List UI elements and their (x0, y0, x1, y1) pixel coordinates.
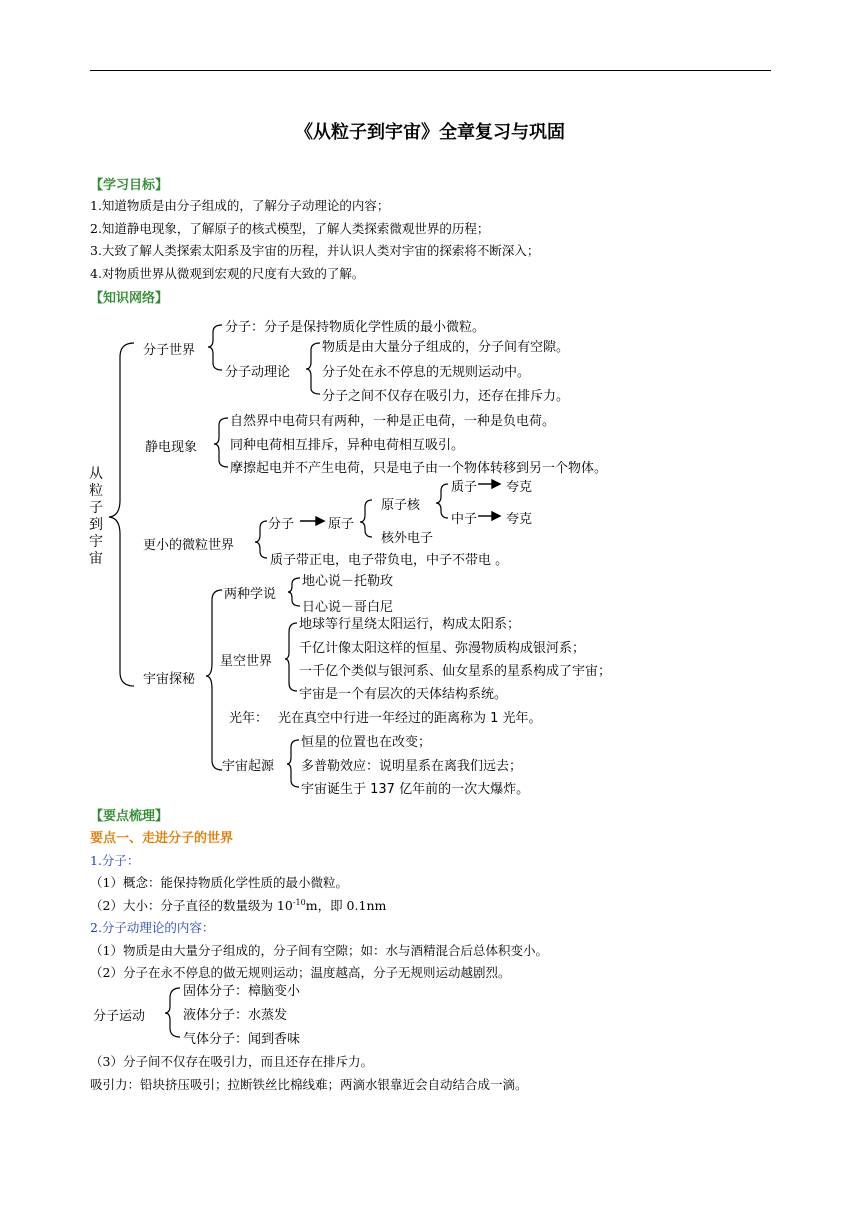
objective-item: 4.对物质世界从微观到宏观的尺度有大致的了解。 (90, 266, 365, 281)
node-universe: 宇宙探秘 (143, 672, 196, 687)
sky-item: 一千亿个类似与银河系、仙女星系的星系构成了宇宙； (299, 664, 612, 679)
origin-item: 恒星的位置也在改变； (301, 735, 432, 750)
node-two-theories: 两种学说 (224, 587, 277, 602)
objective-item: 2.知道静电现象，了解原子的核式模型，了解人类探索微观世界的历程； (90, 221, 490, 236)
static-item: 自然界中电荷只有两种，一种是正电荷，一种是负电荷。 (230, 414, 556, 429)
node-quark: 夸克 (506, 512, 533, 527)
sky-item: 地球等行星绕太阳运行，构成太阳系； (299, 617, 521, 632)
point1-heading: 要点一、走进分子的世界 (90, 831, 234, 846)
light-year-def: 光在真空中行进一年经过的距离称为 1 光年。 (278, 711, 542, 726)
concept-line: （1）概念：能保持物质化学性质的最小微粒。 (90, 875, 348, 890)
theory-heliocentric: 日心说－哥白尼 (302, 600, 394, 615)
node-atom: 原子 (328, 517, 355, 532)
theory-line: （2）分子在永不停息的做无规则运动；温度越高，分子无规则运动越剧烈。 (90, 965, 511, 980)
node-static: 静电现象 (145, 440, 198, 455)
node-proton: 质子 (451, 480, 478, 495)
motion-item: 液体分子：水蒸发 (183, 1008, 288, 1023)
node-molecule: 分子：分子是保持物质化学性质的最小微粒。 (225, 320, 486, 335)
node-quark: 夸克 (506, 480, 533, 495)
static-item: 摩擦起电并不产生电荷，只是电子由一个物体转移到另一个物体。 (230, 461, 608, 476)
motion-label: 分子运动 (93, 1009, 146, 1024)
charge-note: 质子带正电，电子带负电，中子不带电 。 (270, 553, 509, 568)
node-kinetic-theory: 分子动理论 (225, 365, 291, 380)
static-item: 同种电荷相互排斥，异种电荷相互吸引。 (230, 438, 465, 453)
node-starry-sky: 星空世界 (220, 654, 273, 669)
objectives-heading: 【学习目标】 (90, 178, 169, 193)
motion-item: 气体分子：闻到香味 (183, 1032, 301, 1047)
theory-item: 物质是由大量分子组成的，分子间有空隙。 (322, 340, 570, 355)
node-molecule-world: 分子世界 (143, 343, 196, 358)
sub2-heading: 2.分子动理论的内容： (90, 920, 215, 935)
node-nucleus: 原子核 (381, 498, 421, 513)
theory-geocentric: 地心说－托勒玫 (302, 574, 394, 589)
network-heading: 【知识网络】 (90, 291, 169, 306)
node-light-year: 光年： (229, 711, 269, 726)
origin-item: 多普勒效应：说明星系在离我们远去； (301, 759, 523, 774)
theory-item: 分子处在永不停息的无规则运动中。 (322, 365, 531, 380)
mindmap-root: 从粒子到宇宙 (89, 466, 103, 567)
node-origin: 宇宙起源 (222, 759, 275, 774)
node-micro-molecule: 分子 (268, 517, 295, 532)
sub1-heading: 1.分子： (90, 853, 140, 868)
theory-line: （3）分子间不仅存在吸引力，而且还存在排斥力。 (90, 1054, 373, 1069)
sky-item: 千亿计像太阳这样的恒星、弥漫物质构成银河系； (299, 641, 586, 656)
sky-item: 宇宙是一个有层次的天体结构系统。 (299, 687, 508, 702)
attraction-line: 吸引力：铅块挤压吸引；拉断铁丝比棉线难；两滴水银靠近会自动结合成一滴。 (90, 1077, 528, 1092)
node-neutron: 中子 (451, 512, 478, 527)
node-micro: 更小的微粒世界 (143, 538, 235, 553)
keypoints-heading: 【要点梳理】 (90, 809, 169, 824)
size-line: （2）大小：分子直径的数量级为 $10^{-10}m$，即 0.1nm (90, 897, 387, 913)
objective-item: 1.知道物质是由分子组成的，了解分子动理论的内容； (90, 198, 390, 213)
origin-item: 宇宙诞生于 137 亿年前的一次大爆炸。 (301, 782, 530, 797)
node-electron: 核外电子 (381, 531, 434, 546)
theory-line: （1）物质是由大量分子组成的，分子间有空隙；如：水与酒精混合后总体积变小。 (90, 943, 548, 958)
theory-item: 分子之间不仅存在吸引力，还存在排斥力。 (322, 389, 570, 404)
objective-item: 3.大致了解人类探索太阳系及宇宙的历程，并认识人类对宇宙的探索将不断深入； (90, 243, 540, 258)
motion-item: 固体分子：樟脑变小 (183, 984, 301, 999)
page-title: 《从粒子到宇宙》全章复习与巩固 (295, 122, 565, 143)
